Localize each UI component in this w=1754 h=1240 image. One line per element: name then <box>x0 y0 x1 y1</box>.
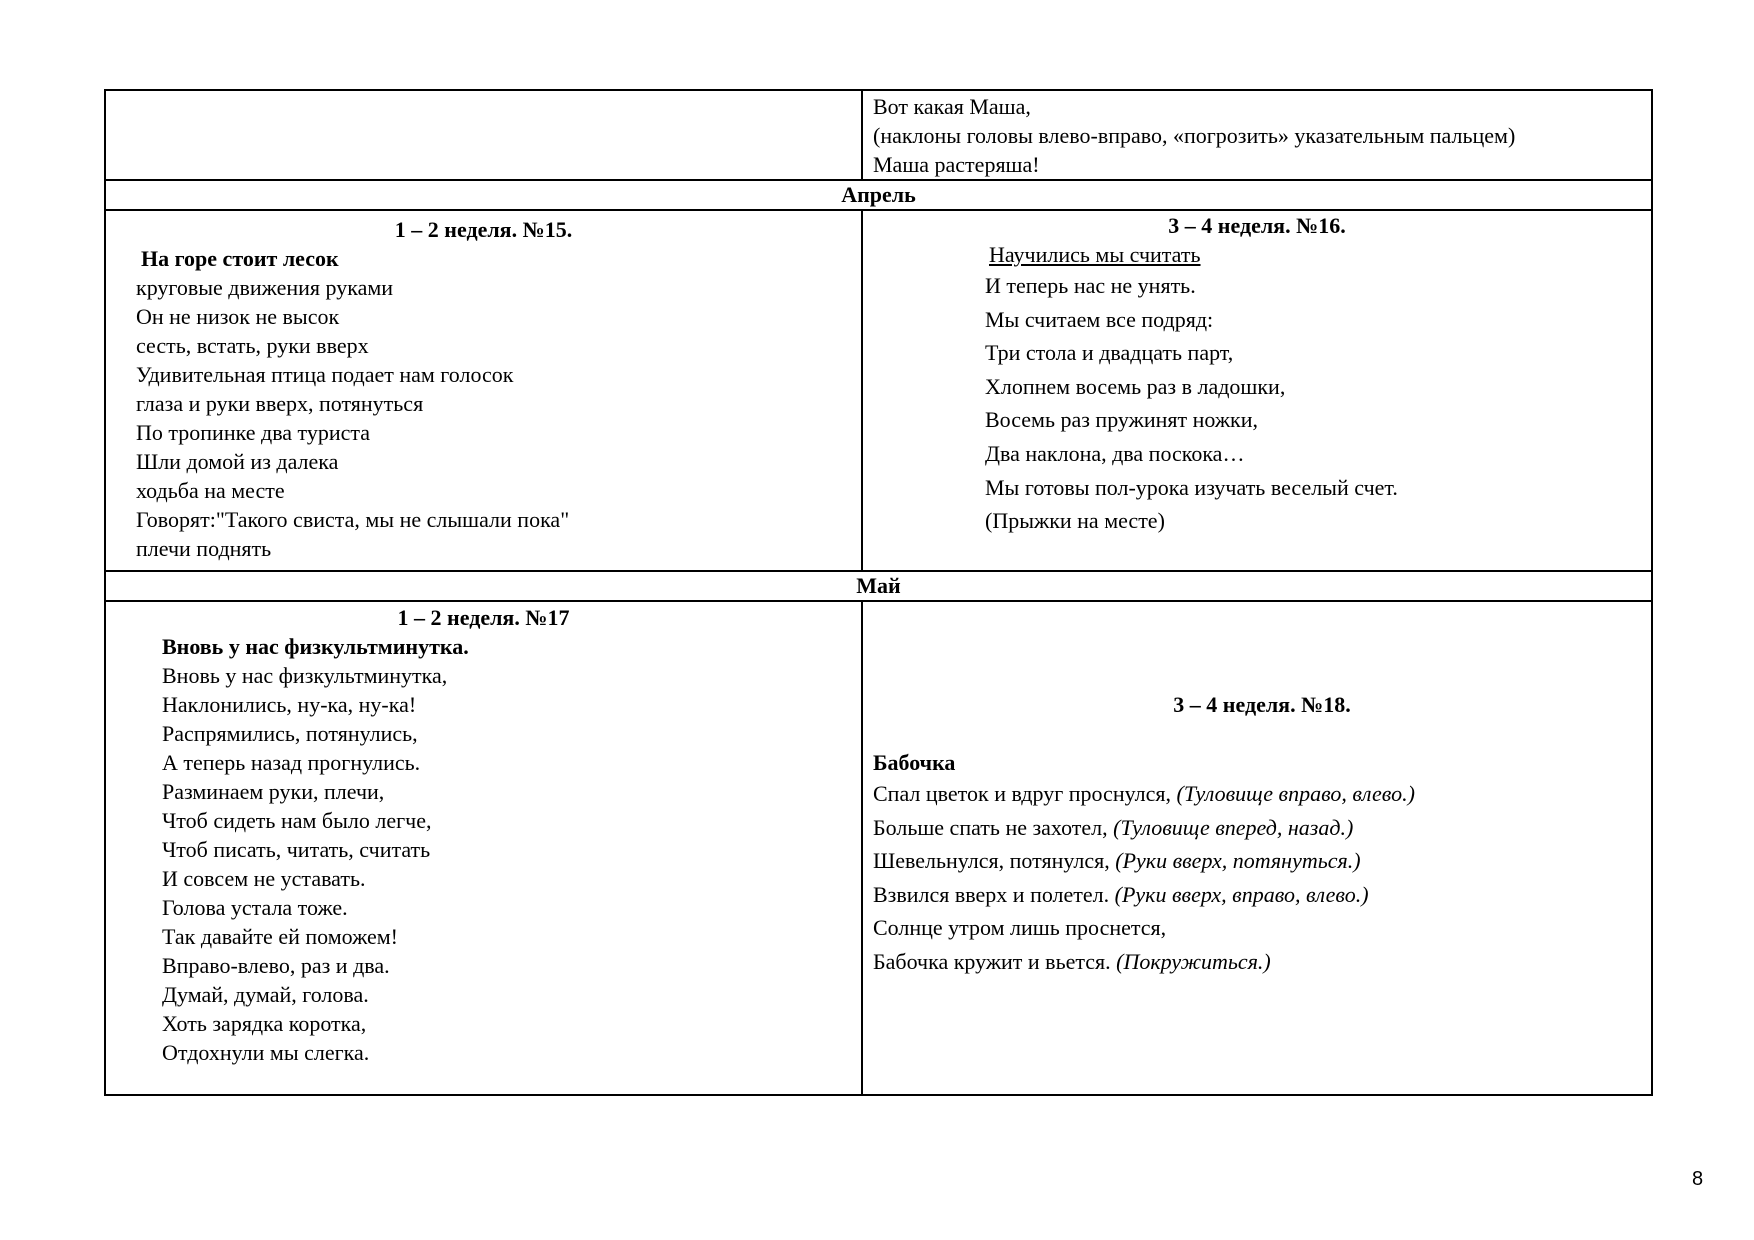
exercise-line: ходьба на месте <box>136 478 285 503</box>
exercise-line: (Прыжки на месте) <box>985 508 1165 534</box>
exercise-line: Хлопнем восемь раз в ладошки, <box>985 373 1286 399</box>
movement-note: (Туловище вперед, назад.) <box>1113 814 1354 840</box>
exercise-line: Вновь у нас физкультминутка, <box>162 663 448 688</box>
continuation-line: Маша растеряша! <box>873 152 1040 177</box>
month-row-may <box>105 571 1652 601</box>
exercise-line: Шли домой из далека <box>136 449 339 474</box>
exercise-line <box>873 811 1651 845</box>
page-number: 8 <box>1692 1168 1704 1190</box>
april-right-cell <box>862 210 1652 571</box>
exercise-line: Разминаем руки, плечи, <box>162 779 385 804</box>
exercise-line: По тропинке два туриста <box>136 420 371 445</box>
program-table <box>104 89 1653 1096</box>
month-label-april: Апрель <box>105 180 1652 210</box>
april-content-row <box>105 210 1652 571</box>
exercise-line <box>873 777 1651 811</box>
exercise-line: Хоть зарядка коротка, <box>162 1011 367 1036</box>
exercise-title: На горе стоит лесок <box>141 246 339 271</box>
exercise-line: Так давайте ей поможем! <box>162 924 399 949</box>
movement-note: (Туловище вправо, влево.) <box>1176 781 1415 806</box>
exercise-line: Чтоб писать, читать, считать <box>162 837 431 862</box>
exercise-line <box>873 844 1651 878</box>
exercise-line <box>873 911 1651 945</box>
may-left-cell <box>105 601 862 1095</box>
exercise-line: Он не низок не высок <box>136 304 340 329</box>
exercise-line: Три стола и двадцать парт, <box>985 340 1234 366</box>
exercise-line: И теперь нас не унять. <box>985 273 1196 298</box>
exercise-line <box>873 878 1651 912</box>
verse-text: Взвился вверх и полетел. <box>873 881 1115 907</box>
exercise-line: Распрямились, потянулись, <box>162 721 418 746</box>
continuation-left-cell <box>105 90 862 180</box>
week-heading: 3 – 4 неделя. №18. <box>1173 692 1351 717</box>
verse-text: Солнце утром лишь проснется, <box>873 915 1167 941</box>
movement-note: (Покружиться.) <box>1116 948 1271 974</box>
verse-text: Шевельнулся, потянулся, <box>873 848 1116 874</box>
exercise-line: Мы считаем все подряд: <box>985 306 1214 332</box>
exercise-line: Наклонились, ну-ка, ну-ка! <box>162 692 417 717</box>
continuation-line: (наклоны головы влево-вправо, «погрозить» указательным пальцем) <box>873 123 1516 148</box>
month-label-may: Май <box>105 571 1652 601</box>
verse-text: Бабочка кружит и вьется. <box>873 948 1117 974</box>
movement-note: (Руки вверх, потянуться.) <box>1115 848 1361 874</box>
month-row-april <box>105 180 1652 210</box>
exercise-title: Бабочка <box>873 750 956 775</box>
exercise-line: И совсем не уставать. <box>162 866 366 891</box>
week-heading: 3 – 4 неделя. №16. <box>1168 213 1346 238</box>
may-right-cell <box>862 601 1652 1095</box>
continuation-line: Вот какая Маша, <box>873 94 1031 119</box>
blank-line <box>873 719 1651 748</box>
exercise-line: Думай, думай, голова. <box>162 982 369 1007</box>
exercise-line <box>873 945 1651 979</box>
exercise-line: Мы готовы пол-урока изучать веселый счет. <box>985 474 1398 500</box>
exercise-line: Голова устала тоже. <box>162 895 348 920</box>
exercise-line: круговые движения руками <box>136 275 394 300</box>
continuation-right-cell <box>862 90 1652 180</box>
week-heading: 1 – 2 неделя. №15. <box>394 217 573 242</box>
verse-text: Спал цветок и вдруг проснулся, <box>873 781 1177 806</box>
exercise-line: плечи поднять <box>136 536 272 561</box>
continuation-row <box>105 90 1652 180</box>
exercise-line: Отдохнули мы слегка. <box>162 1040 370 1065</box>
exercise-line: глаза и руки вверх, потянуться <box>136 391 424 416</box>
exercise-line: Чтоб сидеть нам было легче, <box>162 808 432 833</box>
exercise-line: сесть, встать, руки вверх <box>136 333 369 358</box>
exercise-line: А теперь назад прогнулись. <box>162 750 421 775</box>
april-left-cell <box>105 210 862 571</box>
week-heading: 1 – 2 неделя. №17 <box>397 605 570 630</box>
exercise-title: Научились мы считать <box>989 242 1201 267</box>
verse-text: Больше спать не захотел, <box>873 814 1114 840</box>
exercise-line: Два наклона, два поскока… <box>985 440 1245 466</box>
exercise-line: Восемь раз пружинят ножки, <box>985 407 1258 433</box>
exercise-line: Говорят:"Такого свиста, мы не слышали пока" <box>136 507 570 532</box>
exercise-line: Удивительная птица подает нам голосок <box>136 362 514 387</box>
may-content-row <box>105 601 1652 1095</box>
exercise-line: Вправо-влево, раз и два. <box>162 953 390 978</box>
movement-note: (Руки вверх, вправо, влево.) <box>1114 881 1369 907</box>
exercise-title: Вновь у нас физкультминутка. <box>162 634 469 659</box>
